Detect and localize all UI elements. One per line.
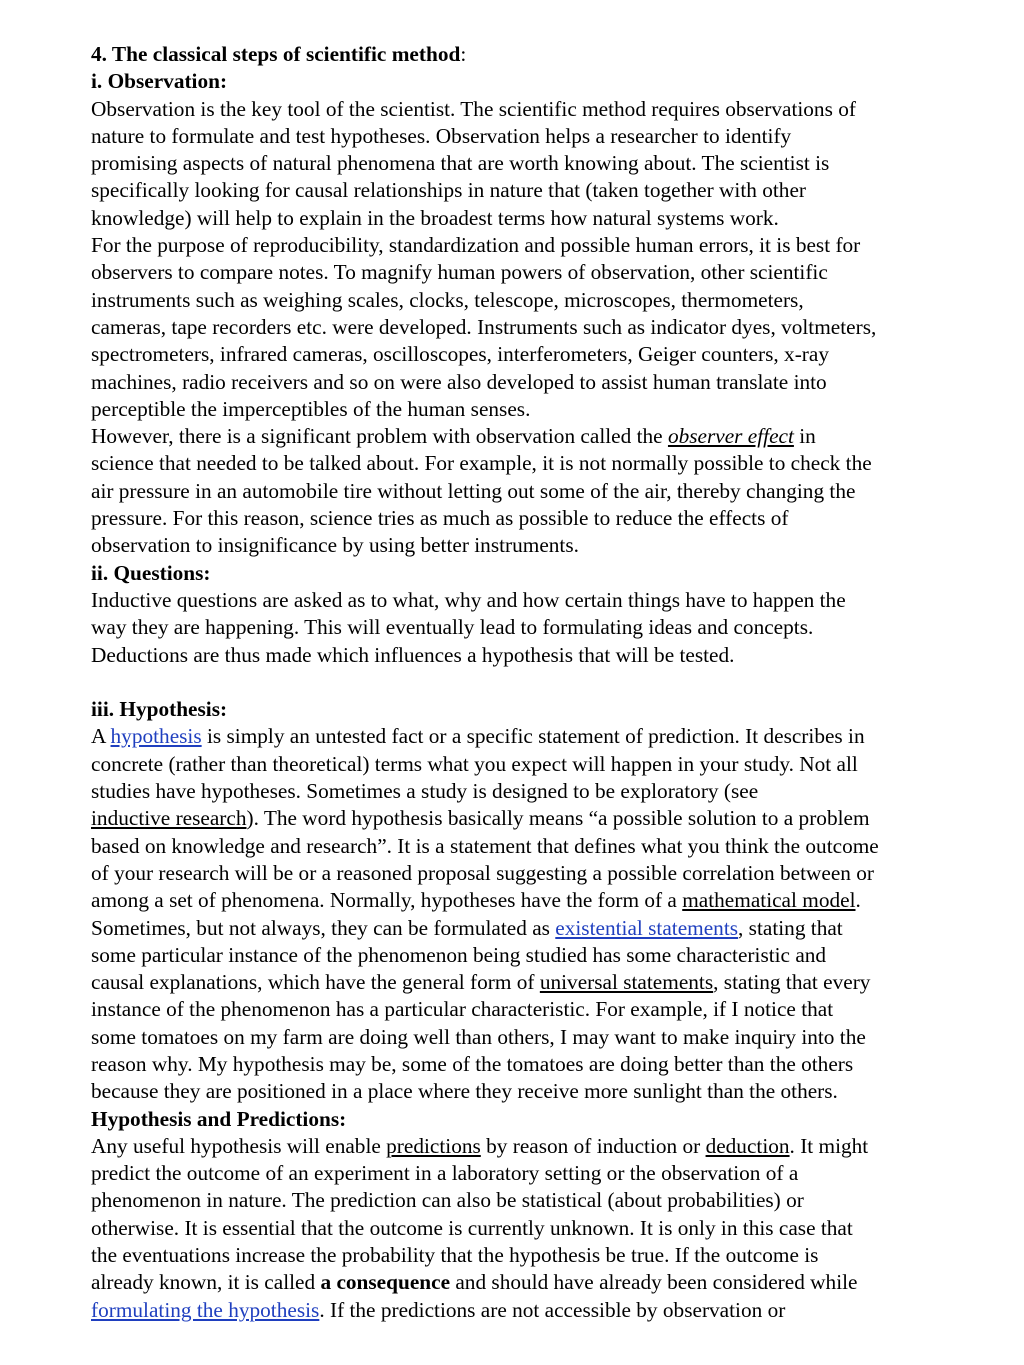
paragraph-line: reason why. My hypothesis may be, some of the tomatoes are doing better than the others (91, 1051, 854, 1076)
paragraph-line: Deductions are thus made which influences a hypothesis that will be tested. (91, 642, 735, 667)
observation-title: i. Observation: (91, 69, 228, 94)
questions-title: ii. Questions: (91, 560, 211, 585)
paragraph-line: However, there is a significant problem with observation called the observer effect in (91, 424, 816, 449)
existential-statements-link[interactable]: existential statements (555, 915, 739, 940)
hypothesis-link[interactable]: hypothesis (110, 724, 202, 749)
paragraph-line: inductive research). The word hypothesis basically means “a possible solution to a problem (91, 806, 870, 831)
paragraph-line: perceptible the imperceptibles of the human senses. (91, 396, 531, 421)
paragraph-line: studies have hypotheses. Sometimes a study is designed to be exploratory (see (91, 779, 759, 804)
paragraph-line: observation to insignificance by using better instruments. (91, 533, 579, 558)
blank-line (91, 669, 964, 696)
paragraph-line: predict the outcome of an experiment in a laboratory setting or the observation of a (91, 1161, 799, 1186)
paragraph-line: nature to formulate and test hypotheses. Observation helps a researcher to identify (91, 123, 792, 148)
paragraph-line: Any useful hypothesis will enable predictions by reason of induction or deduction. It might (91, 1133, 869, 1158)
paragraph-line: otherwise. It is essential that the outcome is currently unknown. It is only in this case that (91, 1215, 853, 1240)
paragraph-line: already known, it is called a consequence and should have already been considered while (91, 1270, 858, 1295)
paragraph-line: among a set of phenomena. Normally, hypotheses have the form of a mathematical model. (91, 888, 861, 913)
deduction-link[interactable]: deduction (705, 1133, 790, 1158)
paragraph-line: observers to compare notes. To magnify human powers of observation, other scientific (91, 260, 828, 285)
paragraph-line: For the purpose of reproducibility, standardization and possible human errors, it is best for (91, 233, 861, 258)
paragraph-line: concrete (rather than theoretical) terms what you expect will happen in your study. Not all (91, 751, 858, 776)
paragraph-line: because they are positioned in a place where they receive more sunlight than the others. (91, 1079, 838, 1104)
section-heading-text: 4. The classical steps of scientific method (91, 42, 461, 66)
paragraph-line: cameras, tape recorders etc. were developed. Instruments such as indicator dyes, voltmeters, (91, 314, 877, 339)
heading-colon: : (460, 42, 467, 66)
paragraph-line: air pressure in an automobile tire without letting out some of the air, thereby changing the (91, 478, 856, 503)
paragraph-line: some particular instance of the phenomenon being studied has some characteristic and (91, 942, 827, 967)
paragraph-line: Observation is the key tool of the scientist. The scientific method requires observations of (91, 96, 856, 121)
paragraph-line: phenomenon in nature. The prediction can also be statistical (about probabilities) or (91, 1188, 804, 1213)
paragraph-line: of your research will be or a reasoned proposal suggesting a possible correlation between or (91, 860, 874, 885)
observer-effect-link[interactable]: observer effect (667, 424, 794, 449)
predictions-link[interactable]: predictions (386, 1133, 481, 1158)
paragraph-line: instruments such as weighing scales, clocks, telescope, microscopes, thermometers, (91, 287, 804, 312)
paragraph-line: based on knowledge and research”. It is a statement that defines what you think the outcome (91, 833, 879, 858)
paragraph-line: formulating the hypothesis. If the predictions are not accessible by observation or (91, 1297, 786, 1322)
paragraph-line: some tomatoes on my farm are doing well than others, I may want to make inquiry into the (91, 1024, 866, 1049)
paragraph-line: A hypothesis is simply an untested fact or a specific statement of prediction. It describes in (91, 724, 865, 749)
paragraph-line: pressure. For this reason, science tries as much as possible to reduce the effects of (91, 506, 789, 531)
paragraph-line: knowledge) will help to explain in the broadest terms how natural systems work. (91, 205, 779, 230)
paragraph-line: causal explanations, which have the general form of universal statements, stating that every (91, 970, 871, 995)
predictions-title: Hypothesis and Predictions: (91, 1106, 347, 1131)
paragraph-line: Sometimes, but not always, they can be formulated as existential statements, stating that (91, 915, 843, 940)
paragraph-line: specifically looking for causal relationships in nature that (taken together with other (91, 178, 806, 203)
paragraph-line: spectrometers, infrared cameras, oscilloscopes, interferometers, Geiger counters, x-ray (91, 342, 829, 367)
section-heading (91, 41, 964, 68)
consequence-bold: a consequence (320, 1270, 451, 1295)
paragraph-line: machines, radio receivers and so on were also developed to assist human translate into (91, 369, 827, 394)
universal-statements-link[interactable]: universal statements (539, 970, 714, 995)
paragraph-line: science that needed to be talked about. For example, it is not normally possible to check the (91, 451, 872, 476)
paragraph-line: Inductive questions are asked as to what, why and how certain things have to happen the (91, 587, 846, 612)
paragraph-line: way they are happening. This will eventually lead to formulating ideas and concepts. (91, 615, 814, 640)
mathematical-model-link[interactable]: mathematical model (682, 888, 856, 913)
formulating-hypothesis-link[interactable]: formulating the hypothesis (91, 1297, 320, 1322)
paragraph-line: the eventuations increase the probability that the hypothesis be true. If the outcome is (91, 1243, 819, 1268)
hypothesis-title: iii. Hypothesis: (91, 697, 228, 722)
paragraph-line: instance of the phenomenon has a particular characteristic. For example, if I notice that (91, 997, 834, 1022)
inductive-research-link[interactable]: inductive research (91, 806, 247, 831)
paragraph-line: promising aspects of natural phenomena that are worth knowing about. The scientist is (91, 151, 830, 176)
